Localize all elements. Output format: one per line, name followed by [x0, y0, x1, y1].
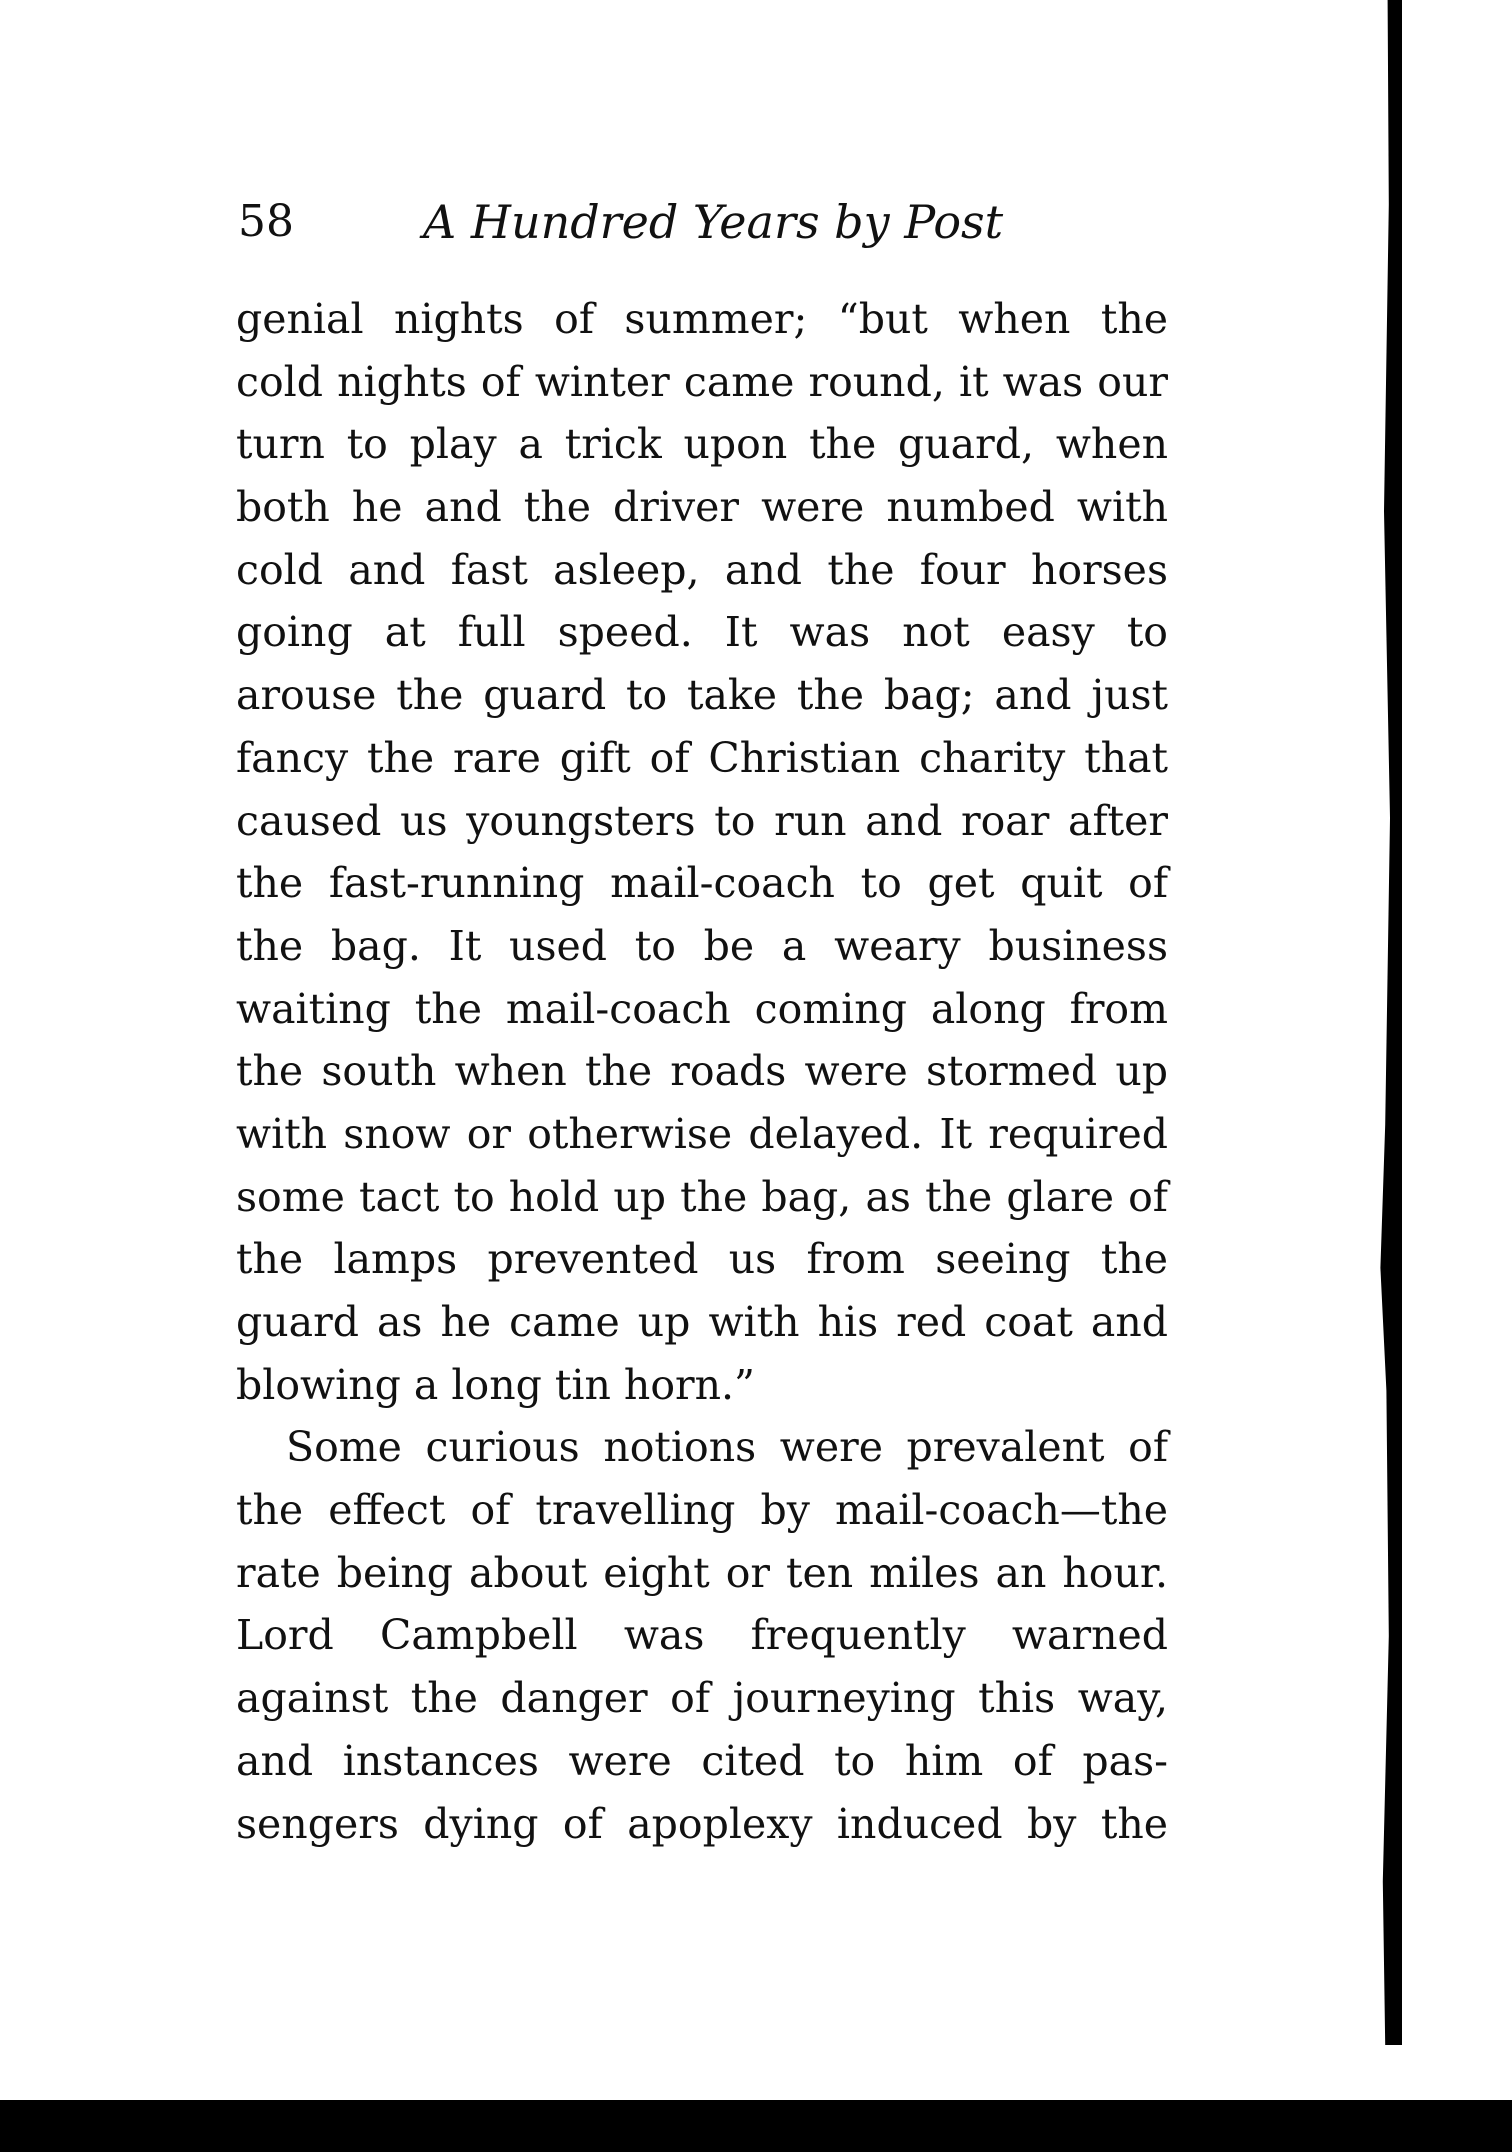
- text-line: caused us youngsters to run and roar after: [236, 796, 1168, 845]
- text-line: blowing a long tin horn.”: [236, 1360, 756, 1409]
- text-line: waiting the mail-coach coming along from: [236, 984, 1168, 1033]
- text-line: genial nights of summer; “but when the: [236, 295, 1168, 343]
- text-line: Some curious notions were prevalent of: [286, 1423, 1168, 1472]
- page-header: [238, 192, 1004, 252]
- text-line: Lord Campbell was frequently warned: [236, 1611, 1168, 1660]
- text-line: the bag. It used to be a weary business: [236, 921, 1168, 970]
- text-line: the lamps prevented us from seeing the: [236, 1235, 1168, 1284]
- text-line: against the danger of journeying this way,: [236, 1674, 1168, 1723]
- scan-edge-shadow-bottom: [0, 2100, 1512, 2152]
- running-title: A Hundred Years by Post: [423, 195, 1004, 249]
- text-line: sengers dying of apoplexy induced by the: [236, 1799, 1168, 1848]
- text-line: with snow or otherwise delayed. It required: [236, 1109, 1168, 1158]
- text-line: the effect of travelling by mail-coach—the: [236, 1486, 1168, 1535]
- text-line: cold and fast asleep, and the four horses: [236, 545, 1168, 594]
- text-line: turn to play a trick upon the guard, when: [236, 420, 1168, 469]
- text-line: guard as he came up with his red coat and: [236, 1298, 1168, 1346]
- text-line: both he and the driver were numbed with: [236, 483, 1168, 532]
- text-line: cold nights of winter came round, it was our: [236, 357, 1168, 406]
- text-line: some tact to hold up the bag, as the glare of: [236, 1172, 1168, 1221]
- text-line: rate being about eight or ten miles an hour.: [236, 1548, 1168, 1597]
- body-text: [236, 288, 1168, 1855]
- text-line: going at full speed. It was not easy to: [236, 608, 1168, 657]
- text-line: the south when the roads were stormed up: [236, 1047, 1168, 1096]
- text-line: arouse the guard to take the bag; and just: [236, 671, 1168, 720]
- text-line: fancy the rare gift of Christian charity that: [236, 733, 1168, 782]
- page-number: 58: [238, 196, 294, 247]
- text-line: and instances were cited to him of pas-: [236, 1736, 1168, 1785]
- text-line: the fast-running mail-coach to get quit of: [236, 859, 1168, 908]
- scan-edge-shadow-right: [1378, 0, 1402, 2045]
